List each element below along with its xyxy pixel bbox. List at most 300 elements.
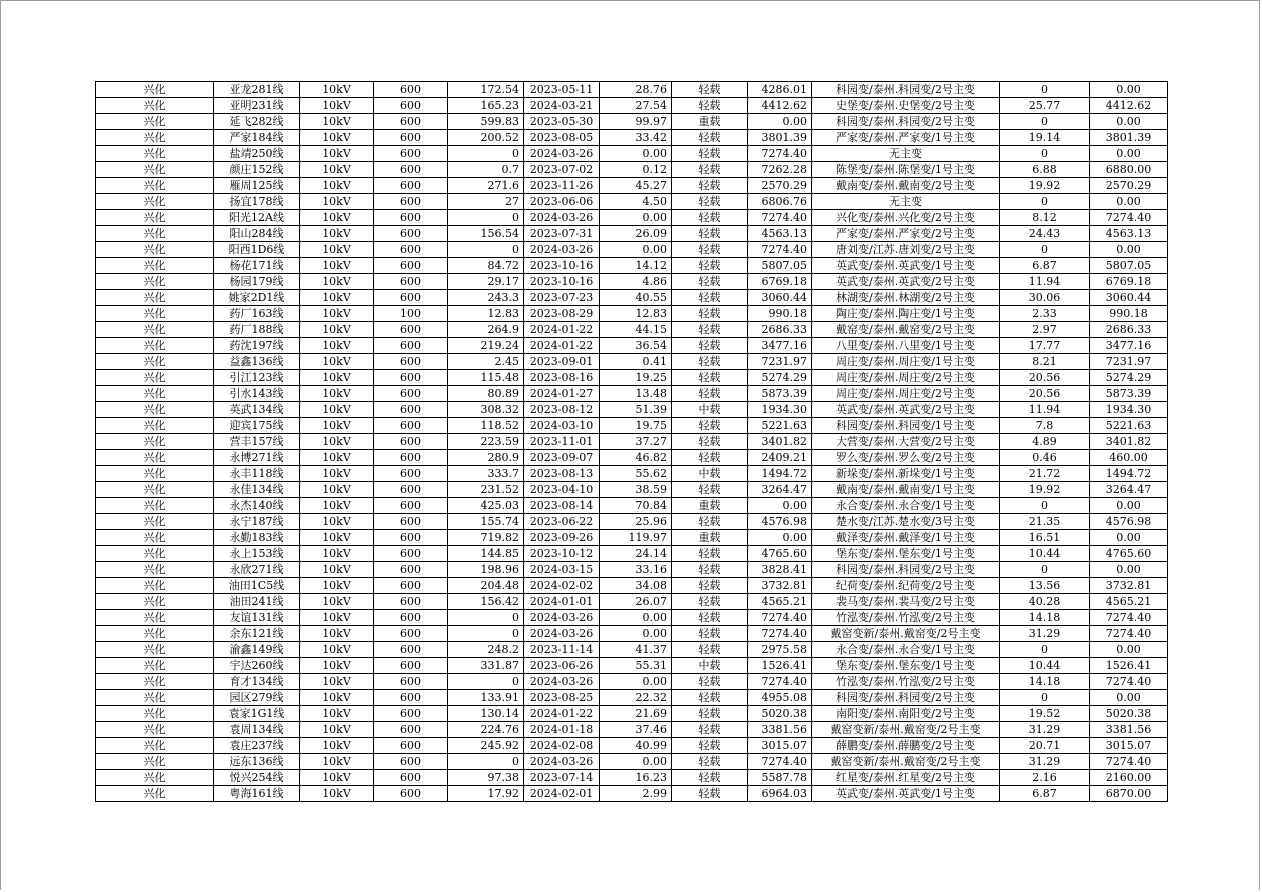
region-cell: 兴化 (96, 674, 214, 690)
transformer-available-cell: 0.00 (1090, 690, 1168, 706)
load-status-cell: 轻载 (672, 306, 748, 322)
available-capacity-cell: 7274.40 (748, 210, 812, 226)
load-rate-cell: 99.97 (600, 114, 672, 130)
region-cell: 兴化 (96, 706, 214, 722)
peak-load-cell: 84.72 (448, 258, 524, 274)
rated-capacity-cell: 600 (374, 402, 448, 418)
load-status-cell: 中载 (672, 402, 748, 418)
transformer-cell: 裴马变/泰州.裴马变/2号主变 (812, 594, 1000, 610)
load-rate-cell: 51.39 (600, 402, 672, 418)
transformer-available-cell: 5873.39 (1090, 386, 1168, 402)
transformer-load-rate-cell: 19.14 (1000, 130, 1090, 146)
table-row (96, 594, 1168, 610)
load-rate-cell: 0.00 (600, 210, 672, 226)
rated-capacity-cell: 600 (374, 770, 448, 786)
available-capacity-cell: 7274.40 (748, 626, 812, 642)
load-rate-cell: 26.09 (600, 226, 672, 242)
load-status-cell: 轻载 (672, 194, 748, 210)
transformer-cell: 英武变/泰州.英武变/1号主变 (812, 786, 1000, 802)
available-capacity-cell: 4286.01 (748, 82, 812, 98)
transformer-available-cell: 990.18 (1090, 306, 1168, 322)
transformer-load-rate-cell: 0 (1000, 642, 1090, 658)
load-status-cell: 轻载 (672, 242, 748, 258)
transformer-cell: 永合变/泰州.永合变/1号主变 (812, 498, 1000, 514)
transformer-available-cell: 3477.16 (1090, 338, 1168, 354)
load-rate-cell: 0.00 (600, 610, 672, 626)
peak-load-cell: 198.96 (448, 562, 524, 578)
line-name-cell: 袁周134线 (214, 722, 300, 738)
transformer-load-rate-cell: 0 (1000, 242, 1090, 258)
voltage-cell: 10kV (300, 370, 374, 386)
line-name-cell: 永勤183线 (214, 530, 300, 546)
load-status-cell: 轻载 (672, 610, 748, 626)
transformer-available-cell: 5807.05 (1090, 258, 1168, 274)
region-cell: 兴化 (96, 418, 214, 434)
voltage-cell: 10kV (300, 642, 374, 658)
transformer-load-rate-cell: 14.18 (1000, 674, 1090, 690)
voltage-cell: 10kV (300, 482, 374, 498)
transformer-cell: 陶庄变/泰州.陶庄变/1号主变 (812, 306, 1000, 322)
line-name-cell: 颜庄152线 (214, 162, 300, 178)
line-name-cell: 宇达260线 (214, 658, 300, 674)
available-capacity-cell: 4563.13 (748, 226, 812, 242)
load-rate-cell: 19.75 (600, 418, 672, 434)
peak-load-cell: 231.52 (448, 482, 524, 498)
transformer-cell: 科园变/泰州.科园变/1号主变 (812, 418, 1000, 434)
peak-date-cell: 2024-03-26 (524, 674, 600, 690)
voltage-cell: 10kV (300, 466, 374, 482)
region-cell: 兴化 (96, 226, 214, 242)
peak-load-cell: 248.2 (448, 642, 524, 658)
transformer-available-cell: 5274.29 (1090, 370, 1168, 386)
line-name-cell: 悦兴254线 (214, 770, 300, 786)
table-row (96, 754, 1168, 770)
rated-capacity-cell: 600 (374, 258, 448, 274)
line-name-cell: 引水143线 (214, 386, 300, 402)
transformer-load-rate-cell: 2.33 (1000, 306, 1090, 322)
transformer-available-cell: 4563.13 (1090, 226, 1168, 242)
voltage-cell: 10kV (300, 178, 374, 194)
transformer-load-rate-cell: 10.44 (1000, 658, 1090, 674)
region-cell: 兴化 (96, 210, 214, 226)
line-name-cell: 育才134线 (214, 674, 300, 690)
line-name-cell: 阳西1D6线 (214, 242, 300, 258)
transformer-cell: 英武变/泰州.英武变/2号主变 (812, 274, 1000, 290)
peak-date-cell: 2023-09-07 (524, 450, 600, 466)
load-rate-cell: 55.62 (600, 466, 672, 482)
peak-load-cell: 264.9 (448, 322, 524, 338)
load-status-cell: 重载 (672, 530, 748, 546)
region-cell: 兴化 (96, 498, 214, 514)
transformer-cell: 新垛变/泰州.新垛变/1号主变 (812, 466, 1000, 482)
rated-capacity-cell: 600 (374, 562, 448, 578)
transformer-available-cell: 1494.72 (1090, 466, 1168, 482)
line-name-cell: 亚龙281线 (214, 82, 300, 98)
available-capacity-cell: 5807.05 (748, 258, 812, 274)
transformer-cell: 薛鹏变/泰州.薛鹏变/2号主变 (812, 738, 1000, 754)
transformer-load-rate-cell: 0 (1000, 194, 1090, 210)
table-row (96, 498, 1168, 514)
table-row (96, 386, 1168, 402)
transformer-load-rate-cell: 0 (1000, 690, 1090, 706)
load-status-cell: 轻载 (672, 146, 748, 162)
load-status-cell: 轻载 (672, 226, 748, 242)
table-row (96, 322, 1168, 338)
transformer-cell: 戴窑变新/泰州.戴窑变/2号主变 (812, 754, 1000, 770)
transformer-load-rate-cell: 17.77 (1000, 338, 1090, 354)
load-rate-cell: 41.37 (600, 642, 672, 658)
region-cell: 兴化 (96, 162, 214, 178)
rated-capacity-cell: 600 (374, 642, 448, 658)
peak-load-cell: 0 (448, 626, 524, 642)
peak-date-cell: 2024-01-18 (524, 722, 600, 738)
table-row (96, 610, 1168, 626)
load-status-cell: 中载 (672, 466, 748, 482)
peak-date-cell: 2023-08-05 (524, 130, 600, 146)
load-status-cell: 轻载 (672, 690, 748, 706)
rated-capacity-cell: 600 (374, 274, 448, 290)
voltage-cell: 10kV (300, 514, 374, 530)
transformer-available-cell: 3732.81 (1090, 578, 1168, 594)
peak-load-cell: 599.83 (448, 114, 524, 130)
line-name-cell: 远东136线 (214, 754, 300, 770)
voltage-cell: 10kV (300, 578, 374, 594)
peak-date-cell: 2023-07-31 (524, 226, 600, 242)
load-rate-cell: 28.76 (600, 82, 672, 98)
region-cell: 兴化 (96, 530, 214, 546)
voltage-cell: 10kV (300, 322, 374, 338)
rated-capacity-cell: 600 (374, 114, 448, 130)
transformer-available-cell: 3381.56 (1090, 722, 1168, 738)
voltage-cell: 10kV (300, 146, 374, 162)
peak-load-cell: 223.59 (448, 434, 524, 450)
peak-date-cell: 2023-07-14 (524, 770, 600, 786)
load-rate-cell: 2.99 (600, 786, 672, 802)
peak-date-cell: 2024-03-21 (524, 98, 600, 114)
line-name-cell: 亚明231线 (214, 98, 300, 114)
table-row (96, 82, 1168, 98)
region-cell: 兴化 (96, 514, 214, 530)
table-row (96, 562, 1168, 578)
transformer-cell: 永合变/泰州.永合变/1号主变 (812, 642, 1000, 658)
load-status-cell: 轻载 (672, 178, 748, 194)
table-row (96, 370, 1168, 386)
region-cell: 兴化 (96, 354, 214, 370)
table-row (96, 434, 1168, 450)
table-row (96, 178, 1168, 194)
load-status-cell: 轻载 (672, 370, 748, 386)
transformer-available-cell: 4765.60 (1090, 546, 1168, 562)
peak-load-cell: 224.76 (448, 722, 524, 738)
line-name-cell: 营丰157线 (214, 434, 300, 450)
peak-load-cell: 245.92 (448, 738, 524, 754)
table-row (96, 130, 1168, 146)
transformer-available-cell: 7274.40 (1090, 626, 1168, 642)
voltage-cell: 10kV (300, 770, 374, 786)
peak-load-cell: 0 (448, 242, 524, 258)
transformer-cell: 周庄变/泰州.周庄变/2号主变 (812, 370, 1000, 386)
region-cell: 兴化 (96, 130, 214, 146)
voltage-cell: 10kV (300, 114, 374, 130)
load-rate-cell: 25.96 (600, 514, 672, 530)
line-name-cell: 渝鑫149线 (214, 642, 300, 658)
rated-capacity-cell: 100 (374, 306, 448, 322)
load-rate-cell: 14.12 (600, 258, 672, 274)
transformer-available-cell: 1934.30 (1090, 402, 1168, 418)
load-status-cell: 轻载 (672, 274, 748, 290)
rated-capacity-cell: 600 (374, 434, 448, 450)
transformer-available-cell: 0.00 (1090, 530, 1168, 546)
transformer-load-rate-cell: 6.87 (1000, 786, 1090, 802)
table-row (96, 306, 1168, 322)
table-row (96, 530, 1168, 546)
load-status-cell: 轻载 (672, 674, 748, 690)
rated-capacity-cell: 600 (374, 82, 448, 98)
peak-date-cell: 2023-10-12 (524, 546, 600, 562)
load-status-cell: 轻载 (672, 258, 748, 274)
available-capacity-cell: 0.00 (748, 498, 812, 514)
region-cell: 兴化 (96, 450, 214, 466)
table-row (96, 290, 1168, 306)
transformer-cell: 无主变 (812, 146, 1000, 162)
peak-date-cell: 2024-01-22 (524, 322, 600, 338)
line-name-cell: 扬宜178线 (214, 194, 300, 210)
transformer-available-cell: 3401.82 (1090, 434, 1168, 450)
peak-date-cell: 2023-10-16 (524, 258, 600, 274)
load-status-cell: 轻载 (672, 786, 748, 802)
region-cell: 兴化 (96, 594, 214, 610)
rated-capacity-cell: 600 (374, 786, 448, 802)
load-status-cell: 轻载 (672, 418, 748, 434)
load-status-cell: 轻载 (672, 770, 748, 786)
transformer-load-rate-cell: 14.18 (1000, 610, 1090, 626)
peak-date-cell: 2024-03-26 (524, 610, 600, 626)
voltage-cell: 10kV (300, 210, 374, 226)
transformer-load-rate-cell: 8.12 (1000, 210, 1090, 226)
transformer-cell: 科园变/泰州.科园变/2号主变 (812, 562, 1000, 578)
load-rate-cell: 0.00 (600, 242, 672, 258)
table-row (96, 546, 1168, 562)
transformer-available-cell: 0.00 (1090, 146, 1168, 162)
voltage-cell: 10kV (300, 402, 374, 418)
table-row (96, 210, 1168, 226)
line-name-cell: 永博271线 (214, 450, 300, 466)
transformer-load-rate-cell: 31.29 (1000, 754, 1090, 770)
transformer-available-cell: 6880.00 (1090, 162, 1168, 178)
peak-date-cell: 2023-09-01 (524, 354, 600, 370)
transformer-load-rate-cell: 2.97 (1000, 322, 1090, 338)
voltage-cell: 10kV (300, 706, 374, 722)
transformer-load-rate-cell: 0 (1000, 146, 1090, 162)
peak-load-cell: 243.3 (448, 290, 524, 306)
rated-capacity-cell: 600 (374, 722, 448, 738)
table-row (96, 674, 1168, 690)
rated-capacity-cell: 600 (374, 450, 448, 466)
transformer-available-cell: 0.00 (1090, 82, 1168, 98)
load-status-cell: 轻载 (672, 642, 748, 658)
transformer-available-cell: 0.00 (1090, 114, 1168, 130)
rated-capacity-cell: 600 (374, 194, 448, 210)
peak-load-cell: 0 (448, 210, 524, 226)
available-capacity-cell: 3264.47 (748, 482, 812, 498)
load-rate-cell: 38.59 (600, 482, 672, 498)
region-cell: 兴化 (96, 386, 214, 402)
line-name-cell: 阳山284线 (214, 226, 300, 242)
load-status-cell: 轻载 (672, 338, 748, 354)
line-name-cell: 药厂188线 (214, 322, 300, 338)
transformer-available-cell: 7274.40 (1090, 610, 1168, 626)
voltage-cell: 10kV (300, 242, 374, 258)
voltage-cell: 10kV (300, 434, 374, 450)
load-status-cell: 轻载 (672, 754, 748, 770)
load-status-cell: 轻载 (672, 322, 748, 338)
region-cell: 兴化 (96, 546, 214, 562)
rated-capacity-cell: 600 (374, 706, 448, 722)
load-status-cell: 轻载 (672, 482, 748, 498)
table-row (96, 226, 1168, 242)
rated-capacity-cell: 600 (374, 130, 448, 146)
transformer-load-rate-cell: 0 (1000, 82, 1090, 98)
voltage-cell: 10kV (300, 626, 374, 642)
rated-capacity-cell: 600 (374, 546, 448, 562)
rated-capacity-cell: 600 (374, 466, 448, 482)
available-capacity-cell: 3401.82 (748, 434, 812, 450)
peak-load-cell: 0.7 (448, 162, 524, 178)
load-rate-cell: 0.12 (600, 162, 672, 178)
load-status-cell: 轻载 (672, 578, 748, 594)
transformer-cell: 周庄变/泰州.周庄变/1号主变 (812, 354, 1000, 370)
load-status-cell: 轻载 (672, 290, 748, 306)
available-capacity-cell: 3015.07 (748, 738, 812, 754)
line-name-cell: 园区279线 (214, 690, 300, 706)
transformer-load-rate-cell: 31.29 (1000, 626, 1090, 642)
table-row (96, 162, 1168, 178)
voltage-cell: 10kV (300, 530, 374, 546)
region-cell: 兴化 (96, 306, 214, 322)
table-row (96, 770, 1168, 786)
load-status-cell: 轻载 (672, 386, 748, 402)
voltage-cell: 10kV (300, 610, 374, 626)
transformer-cell: 戴泽变/泰州.戴泽变/1号主变 (812, 530, 1000, 546)
table-row (96, 258, 1168, 274)
region-cell: 兴化 (96, 626, 214, 642)
load-status-cell: 轻载 (672, 354, 748, 370)
load-table (95, 81, 1168, 802)
transformer-cell: 唐刘变/江苏.唐刘变/2号主变 (812, 242, 1000, 258)
load-rate-cell: 4.50 (600, 194, 672, 210)
available-capacity-cell: 5274.29 (748, 370, 812, 386)
load-status-cell: 轻载 (672, 546, 748, 562)
voltage-cell: 10kV (300, 674, 374, 690)
transformer-cell: 史堡变/泰州.史堡变/2号主变 (812, 98, 1000, 114)
region-cell: 兴化 (96, 578, 214, 594)
transformer-available-cell: 460.00 (1090, 450, 1168, 466)
transformer-available-cell: 5221.63 (1090, 418, 1168, 434)
line-name-cell: 引江123线 (214, 370, 300, 386)
load-rate-cell: 0.00 (600, 754, 672, 770)
transformer-load-rate-cell: 11.94 (1000, 274, 1090, 290)
peak-date-cell: 2024-03-26 (524, 754, 600, 770)
peak-date-cell: 2023-06-06 (524, 194, 600, 210)
peak-date-cell: 2024-03-10 (524, 418, 600, 434)
transformer-cell: 罗么变/泰州.罗么变/2号主变 (812, 450, 1000, 466)
transformer-load-rate-cell: 13.56 (1000, 578, 1090, 594)
voltage-cell: 10kV (300, 338, 374, 354)
peak-load-cell: 333.7 (448, 466, 524, 482)
voltage-cell: 10kV (300, 194, 374, 210)
voltage-cell: 10kV (300, 386, 374, 402)
transformer-available-cell: 0.00 (1090, 562, 1168, 578)
transformer-cell: 竹泓变/泰州.竹泓变/2号主变 (812, 674, 1000, 690)
table-row (96, 514, 1168, 530)
load-rate-cell: 70.84 (600, 498, 672, 514)
peak-date-cell: 2023-06-22 (524, 514, 600, 530)
load-status-cell: 轻载 (672, 706, 748, 722)
load-rate-cell: 19.25 (600, 370, 672, 386)
peak-date-cell: 2024-01-01 (524, 594, 600, 610)
peak-date-cell: 2023-11-14 (524, 642, 600, 658)
rated-capacity-cell: 600 (374, 674, 448, 690)
load-rate-cell: 36.54 (600, 338, 672, 354)
transformer-available-cell: 2686.33 (1090, 322, 1168, 338)
transformer-load-rate-cell: 21.72 (1000, 466, 1090, 482)
line-name-cell: 盐靖250线 (214, 146, 300, 162)
load-status-cell: 轻载 (672, 162, 748, 178)
transformer-cell: 英武变/泰州.英武变/1号主变 (812, 258, 1000, 274)
region-cell: 兴化 (96, 370, 214, 386)
load-rate-cell: 26.07 (600, 594, 672, 610)
transformer-available-cell: 5020.38 (1090, 706, 1168, 722)
transformer-load-rate-cell: 4.89 (1000, 434, 1090, 450)
peak-date-cell: 2023-08-12 (524, 402, 600, 418)
transformer-cell: 英武变/泰州.英武变/2号主变 (812, 402, 1000, 418)
rated-capacity-cell: 600 (374, 98, 448, 114)
available-capacity-cell: 0.00 (748, 530, 812, 546)
available-capacity-cell: 2409.21 (748, 450, 812, 466)
peak-load-cell: 331.87 (448, 658, 524, 674)
available-capacity-cell: 7274.40 (748, 674, 812, 690)
region-cell: 兴化 (96, 98, 214, 114)
peak-load-cell: 204.48 (448, 578, 524, 594)
voltage-cell: 10kV (300, 354, 374, 370)
peak-load-cell: 308.32 (448, 402, 524, 418)
load-rate-cell: 40.99 (600, 738, 672, 754)
transformer-cell: 戴窑变新/泰州.戴窑变/2号主变 (812, 626, 1000, 642)
line-name-cell: 英武134线 (214, 402, 300, 418)
transformer-available-cell: 3015.07 (1090, 738, 1168, 754)
region-cell: 兴化 (96, 274, 214, 290)
line-name-cell: 永佳134线 (214, 482, 300, 498)
transformer-cell: 科园变/泰州.科园变/2号主变 (812, 82, 1000, 98)
transformer-load-rate-cell: 0 (1000, 498, 1090, 514)
transformer-available-cell: 0.00 (1090, 194, 1168, 210)
transformer-cell: 楚水变/江苏.楚水变/3号主变 (812, 514, 1000, 530)
transformer-available-cell: 0.00 (1090, 498, 1168, 514)
transformer-load-rate-cell: 31.29 (1000, 722, 1090, 738)
voltage-cell: 10kV (300, 98, 374, 114)
available-capacity-cell: 7274.40 (748, 146, 812, 162)
load-rate-cell: 44.15 (600, 322, 672, 338)
transformer-load-rate-cell: 2.16 (1000, 770, 1090, 786)
peak-date-cell: 2024-03-26 (524, 210, 600, 226)
transformer-load-rate-cell: 30.06 (1000, 290, 1090, 306)
line-name-cell: 友谊131线 (214, 610, 300, 626)
voltage-cell: 10kV (300, 450, 374, 466)
transformer-available-cell: 0.00 (1090, 642, 1168, 658)
transformer-cell: 红星变/泰州.红星变/2号主变 (812, 770, 1000, 786)
available-capacity-cell: 3801.39 (748, 130, 812, 146)
transformer-load-rate-cell: 21.35 (1000, 514, 1090, 530)
